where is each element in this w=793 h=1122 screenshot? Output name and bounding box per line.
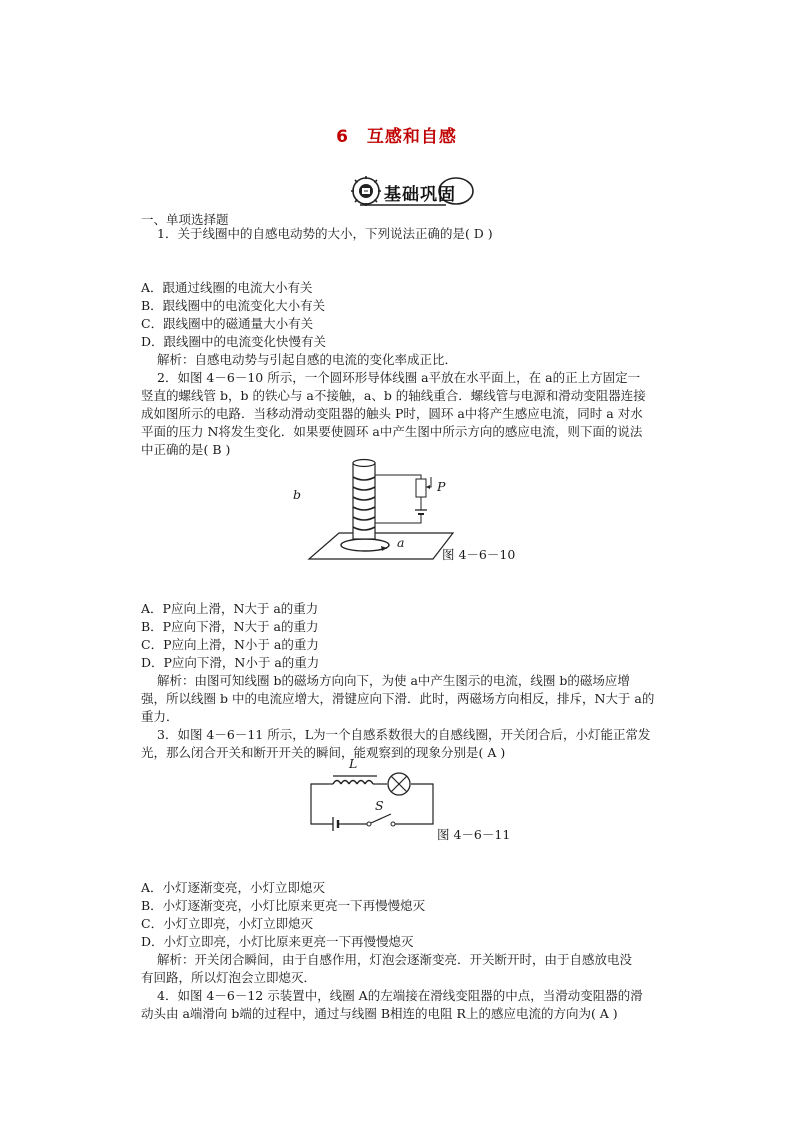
q2-stem-line: 2．如图 4－6－10 所示，一个圆环形导体线圈 a平放在水平面上，在 a的正上方固定一 — [157, 370, 641, 385]
label-b: b — [293, 487, 302, 502]
label-a: a — [397, 535, 405, 550]
label-s: S — [375, 798, 384, 813]
q1-stem: 1．关于线圈中的自感电动势的大小，下列说法正确的是( D ) — [157, 226, 493, 241]
q2-stem-line: 竖直的螺线管 b，b 的铁心与 a不接触，a、b 的轴线重合．螺线管与电源和滑动变阻器连接 — [141, 388, 646, 403]
figure-caption: 图 4－6－10 — [442, 547, 516, 562]
q3-analysis-line: 有回路，所以灯泡会立即熄灭． — [141, 970, 317, 985]
section-heading: 一、单项选择题 — [141, 212, 229, 227]
q2-option-b: B．P应向下滑，N大于 a的重力 — [141, 619, 319, 634]
q1-option-d: D．跟线圈中的电流变化快慢有关 — [141, 334, 327, 349]
q1-option-b: B．跟线圈中的电流变化大小有关 — [141, 298, 326, 313]
figure-caption: 图 4－6－11 — [437, 827, 511, 842]
q3-option-a: A．小灯逐渐变亮，小灯立即熄灭 — [141, 880, 326, 895]
label-p: P — [437, 479, 446, 494]
solenoid-diagram — [305, 455, 465, 567]
q3-option-d: D．小灯立即亮，小灯比原来更亮一下再慢慢熄灭 — [141, 934, 414, 949]
q2-analysis-line: 解析：由图可知线圈 b的磁场方向向下，为使 a中产生图示的电流，线圈 b的磁场应增 — [157, 673, 630, 688]
q2-option-c: C．P应向上滑，N小于 a的重力 — [141, 637, 319, 652]
q4-stem-line: 4．如图 4－6－12 示装置中，线圈 A的左端接在滑线变阻器的中点，当滑动变阻器的滑 — [157, 988, 643, 1003]
circuit-diagram — [305, 762, 440, 840]
figure-circuit — [305, 756, 440, 840]
q3-analysis-line: 解析：开关闭合瞬间，由于自感作用，灯泡会逐渐变亮．开关断开时，由于自感放电没 — [157, 952, 633, 967]
q2-stem-line: 成如图所示的电路．当移动滑动变阻器的触头 P时，圆环 a中将产生感应电流，同时 a 对水 — [141, 406, 643, 421]
q4-stem-line: 动头由 a端滑向 b端的过程中，通过与线圈 B相连的电阻 R上的感应电流的方向为( A ) — [141, 1006, 618, 1021]
q2-analysis-line: 重力． — [141, 709, 179, 724]
q1-option-a: A．跟通过线圈的电流大小有关 — [141, 280, 313, 295]
q2-analysis-line: 强，所以线圈 b 中的电流应增大，滑键应向下滑．此时，两磁场方向相反，排斥，N大于 a的 — [141, 691, 655, 706]
section-banner — [350, 175, 475, 207]
banner-label: 基础巩固 — [384, 185, 456, 205]
q2-option-a: A．P应向上滑，N大于 a的重力 — [141, 601, 319, 616]
page-title: 6 互感和自感 — [336, 127, 457, 147]
q3-stem-line: 光，那么闭合开关和断开开关的瞬间，能观察到的现象分别是( A ) — [141, 745, 506, 760]
figure-solenoid — [293, 455, 465, 567]
q2-stem-line: 中正确的是( B ) — [141, 442, 231, 457]
q3-option-c: C．小灯立即亮，小灯立即熄灭 — [141, 916, 314, 931]
label-l: L — [349, 756, 358, 771]
q2-option-d: D．P应向下滑，N小于 a的重力 — [141, 655, 320, 670]
q3-stem-line: 3．如图 4－6－11 所示，L为一个自感系数很大的自感线圈，开关闭合后，小灯能正常发 — [157, 727, 651, 742]
q1-analysis: 解析：自感电动势与引起自感的电流的变化率成正比． — [157, 352, 458, 367]
q3-option-b: B．小灯逐渐变亮，小灯比原来更亮一下再慢慢熄灭 — [141, 898, 426, 913]
q2-stem-line: 平面的压力 N将发生变化．如果要使圆环 a中产生图中所示方向的感应电流，则下面的说法 — [141, 424, 643, 439]
q1-option-c: C．跟线圈中的磁通量大小有关 — [141, 316, 314, 331]
